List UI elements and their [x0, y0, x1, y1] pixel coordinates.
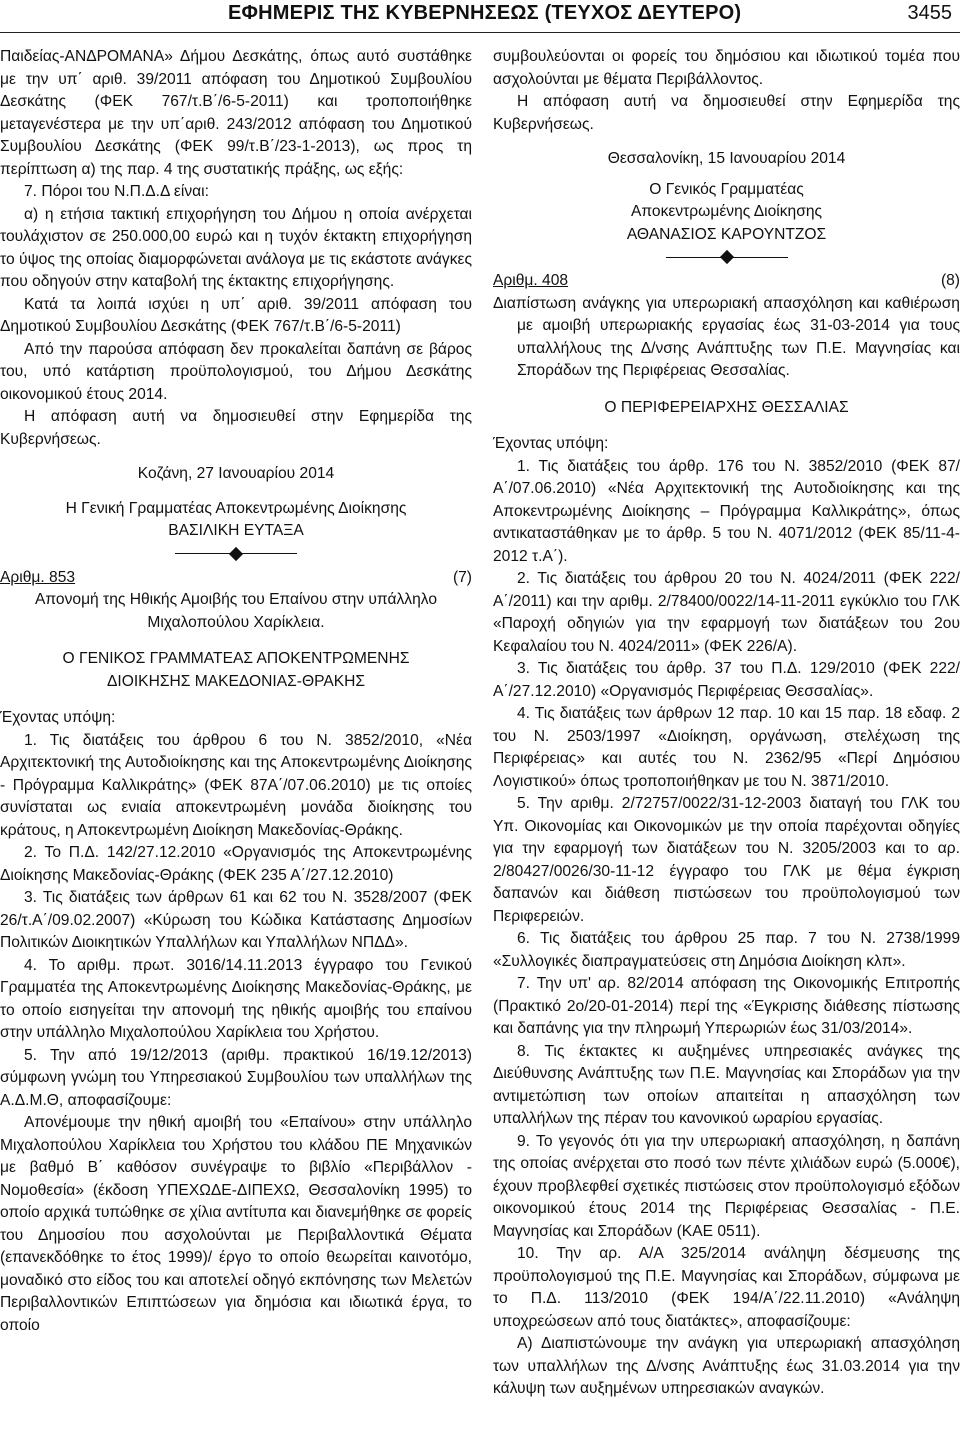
list-item: 2. Το Π.Δ. 142/27.12.2010 «Οργανισμός της Αποκεντρωμένης Διοίκησης Μακεδονίας-Θράκης (ΦΕΚ 235 Α΄/27.12.2010) — [0, 844, 472, 884]
paragraph: Κατά τα λοιπά ισχύει η υπ΄ αριθ. 39/2011 απόφαση του Δημοτικού Συμβουλίου Δεσκάτης (ΦΕΚ 767/τ.Β΄/6-5-2011) — [0, 295, 472, 335]
list-item: 3. Τις διατάξεις των άρθρων 61 και 62 του Ν. 3528/2007 (ΦΕΚ 26/τ.Α΄/09.02.2007) «Κύρωση του Κώδικα Κατάστασης Δημοσίων Πολιτικών Διοικητικών Υπαλλήλων και Υπαλλήλων ΝΠΔΔ». — [0, 889, 472, 951]
diamond-icon — [719, 250, 733, 264]
list-item: 9. Το γεγονός ότι για την υπερωριακή απασχόληση, η δαπάνη της οποίας ανέρχεται στο ποσό των πέντε χιλιάδων ευρώ (5.000€), έχουν προβλεφθεί σχετικές πιστώσεις στον προϋπολογισμό εξόδων οικονομικού έτους 2014 της Περιφέρειας Θεσσαλίας - Π.Ε. Μαγνησίας και Σποράδων (ΚΑΕ 0511). — [493, 1132, 960, 1240]
list-item: 5. Την αριθμ. 2/72757/0022/31-12-2003 διαταγή του ΓΛΚ του Υπ. Οικονομίας και Οικονομικών με την οποία παρέχονται οδηγίες για την εφαρμογή των διατάξεων του Ν. 3205/2003 και το αρ. 2/80427/0026/30-11-12 έγγραφο του ΓΛΚ με θέμα έγκριση δαπανών και διάθεση πιστώσεων του προϋπολογισμού των Περιφερειών. — [493, 795, 960, 925]
list-item: 2. Τις διατάξεις του άρθρου 20 του Ν. 4024/2011 (ΦΕΚ 222/Α΄/2011) και την αριθμ. 2/78400/0022/14-11-2011 εγκύκλιο του ΓΛΚ «Παροχή οδηγιών για την εφαρμογή των διατάξεων του 2ου Κεφαλαίου του Ν. 4024/2011» (ΦΕΚ 226/Α). — [493, 570, 960, 655]
decision-label: Αριθμ. 408 — [493, 272, 569, 289]
gazette-title: ΕΦΗΜΕΡΙΣ ΤΗΣ ΚΥΒΕΡΝΗΣΕΩΣ (ΤΕΥΧΟΣ ΔΕΥΤΕΡΟ) — [228, 2, 742, 24]
list-item: 5. Την από 19/12/2013 (αριθμ. πρακτικού 16/19.12/2013) σύμφωνη γνώμη του Υπηρεσιακού Συμβουλίου των υπαλλήλων της Α.Δ.Μ.Θ, αποφασίζουμε: — [0, 1046, 472, 1109]
place-date: Κοζάνη, 27 Ιανουαρίου 2014 — [137, 465, 335, 482]
list-item: 1. Τις διατάξεις του άρθρ. 176 του Ν. 3852/2010 (ΦΕΚ 87/Α΄/07.06.2010) «Νέα Αρχιτεκτονική της Αυτοδιοίκησης και της Αποκεντρωμένης Διοίκησης – Πρόγραμμα Καλλικράτης», όπως αντικαταστάθηκαν με το άρθρ. 5 του Ν. 4071/2012 (ΦΕΚ 85/11-4-2012 τ.Α΄). — [493, 457, 960, 565]
paragraph: Απονέμουμε την ηθική αμοιβή του «Επαίνου» στην υπάλληλο Μιχαλοπούλου Χαρίκλεια του Χρήστου του κλάδου ΠΕ Μηχανικών με βαθμό Β΄ καθόσον συνέγραψε το βιβλίο «Περιβάλλον - Νομοθεσία» (έκδοση ΥΠΕΧΩΔΕ-ΔΙΠΕΧΩ, Θεσσαλονίκη 1995) το οποίο αρχικά τυπώθηκε σε χίλια αντίτυπα και διανεμήθηκε σε φορείς του Δημοσίου που ασχολούνται με Περιβαλλοντικά Θέματα (επανεκδόθηκε το έτος 1999)/ έργο το οποίο θεωρείται καινοτόμο, μοναδικό στο είδος του και αποτελεί οδηγό εκπόνησης των Μελετών Περιβαλλοντικών Επιπτώσεων για δημόσια και ιδιωτικά έργα, το οποίο — [0, 1114, 472, 1334]
signer-name: ΒΑΣΙΛΙΚΗ ΕΥΤΑΞΑ — [168, 522, 304, 539]
list-item: 7. Την υπ' αρ. 82/2014 απόφαση της Οικονομικής Επιτροπής (Πρακτικό 2ο/20-01-2014) περί της «Έγκρισης διάθεσης πίστωσης και δαπάνης για την πληρωμή Υπερωριών έως 31/03/2014». — [493, 975, 960, 1037]
right-column — [493, 46, 960, 1401]
paragraph: Η απόφαση αυτή να δημοσιευθεί στην Εφημερίδα της Κυβερνήσεως. — [493, 93, 960, 133]
decision-number: (7) — [452, 568, 472, 586]
list-item: 8. Τις έκτακτες κι αυξημένες υπηρεσιακές ανάγκες της Διεύθυνσης Ανάπτυξης των Π.Ε. Μαγνησίας και Σποράδων για την αντιμετώπιση των οποίων απαιτείται η απασχόληση των υπαλλήλων της πέραν του κανονικού ωραρίου εργασίας. — [493, 1042, 960, 1127]
page-number: 3455 — [907, 2, 952, 24]
header-rule — [0, 32, 960, 33]
section-separator — [493, 248, 960, 266]
signer-title: Ο Γενικός Γραμματέας — [649, 180, 804, 198]
decision-heading — [0, 567, 472, 590]
paragraph: Από την παρούσα απόφαση δεν προκαλείται δαπάνη σε βάρος του, υπό κατάρτιση προϋπολογισμού, του Δήμου Δεσκάτης οικονομικού έτους 2014. — [0, 340, 472, 403]
decision-heading — [493, 270, 960, 293]
paragraph: Α) Διαπιστώνουμε την ανάγκη για υπερωριακή απασχόληση των υπαλλήλων της Δ/νσης Ανάπτυξης έως 31.03.2014 για την κάλυψη των αυξημένων υπηρεσιακών αναγκών. — [493, 1335, 960, 1397]
decision-number: (8) — [940, 272, 960, 289]
decision-label: Αριθμ. 853 — [0, 568, 76, 586]
paragraph: συμβουλεύονται οι φορείς του δημόσιου και ιδιωτικού τομέα που ασχολούνται με θέματα Περιβάλλοντος. — [493, 48, 960, 88]
place-date: Θεσσαλονίκη, 15 Ιανουαρίου 2014 — [607, 150, 846, 167]
paragraph: Παιδείας-ΑΝΔΡΟΜΑΝΑ» Δήμου Δεσκάτης, όπως αυτό συστάθηκε με την υπ΄ αριθ. 39/2011 απόφαση του Δημοτικού Συμβουλίου Δεσκάτης (ΦΕΚ 767/τ.Β΄/6-5-2011) και τροποποιήθηκε μεταγενέστερα με την υπ΄αριθ. 243/2012 απόφαση του Δημοτικού Συμβουλίου Δεσκάτης (ΦΕΚ 99/τ.Β΄/23-1-2013), ως προς τη περίπτωση α) της παρ. 4 της συστατικής πράξης, ως εξής: — [0, 48, 472, 178]
list-item: 6. Τις διατάξεις του άρθρου 25 παρ. 7 του Ν. 2738/1999 «Συλλογικές διαπραγματεύσεις στη Δημόσια Διοίκηση κλπ». — [493, 930, 960, 970]
list-item: 3. Τις διατάξεις του άρθρ. 37 του Π.Δ. 129/2010 (ΦΕΚ 222/Α΄/27.12.2010) «Οργανισμός Περιφέρειας Θεσσαλίας». — [493, 660, 960, 700]
authority-line: ΔΙΟΙΚΗΣΗΣ ΜΑΚΕΔΟΝΙΑΣ-ΘΡΑΚΗΣ — [106, 672, 366, 690]
signer-title: Η Γενική Γραμματέας Αποκεντρωμένης Διοίκησης — [65, 499, 407, 517]
list-item: 1. Τις διατάξεις του άρθρου 6 του Ν. 3852/2010, «Νέα Αρχιτεκτονική της Αυτοδιοίκησης και της Αποκεντρωμένης Διοίκησης - Πρόγραμμα Καλλικράτης» (ΦΕΚ 87Α΄/07.06.2010) με τις οποίες συνίσταται ως ενιαία αποκεντρωμένη μονάδα διοίκησης του κράτους, η Αποκεντρωμένη Διοίκηση Μακεδονίας-Θράκης. — [0, 731, 472, 839]
list-item: 4. Τις διατάξεις των άρθρων 12 παρ. 10 και 15 παρ. 18 εδαφ. 2 του Ν. 2503/1997 «Διοίκηση, οργάνωση, στελέχωση της Περιφέρειας» και αυτές του Ν. 2362/95 «Περί Δημόσιου Λογιστικού» όπως τροποποιήθηκαν με του Ν. 3871/2010. — [493, 705, 960, 790]
paragraph: α) η ετήσια τακτική επιχορήγηση του Δήμου η οποία ανέρχεται τουλάχιστον σε 250.000,00 ευρώ και η τυχόν έκτακτη επιχορήγηση το ύψος της οποίας διαμορφώνεται ανάλογα με τις εκάστοτε ανάγκες που οδηγούν στην καταβολή της έκτακτης επιχορήγησης. — [0, 205, 472, 290]
paragraph: Η απόφαση αυτή να δημοσιευθεί στην Εφημερίδα της Κυβερνήσεως. — [0, 408, 472, 448]
section-separator — [0, 545, 472, 563]
authority-line: Ο ΓΕΝΙΚΟΣ ΓΡΑΜΜΑΤΕΑΣ ΑΠΟΚΕΝΤΡΩΜΕΝΗΣ — [62, 650, 410, 667]
left-column — [0, 46, 472, 1337]
signer-name: ΑΘΑΝΑΣΙΟΣ ΚΑΡΟΥΝΤΖΟΣ — [626, 225, 827, 243]
decision-subject: Διαπίστωση ανάγκης για υπερωριακή απασχόληση και καθιέρωση με αμοιβή υπερωριακής εργασίας έως 31-03-2014 για τους υπαλλήλους της Δ/νσης Ανάπτυξης των Π.Ε. Μαγνησίας και Σποράδων της Περιφέρειας Θεσσαλίας. — [493, 294, 960, 379]
having-heading: Έχοντας υπόψη: — [493, 435, 609, 452]
list-item: 10. Την αρ. Α/Α 325/2014 ανάληψη δέσμευσης της προϋπολογισμού της Π.Ε. Μαγνησίας και Σποράδων, σύμφωνα με το Π.Δ. 113/2010 (ΦΕΚ 194/Α΄/22.11.2010) «Ανάληψη υποχρεώσεων από τους διατάκτες», αποφασίζουμε: — [493, 1245, 960, 1330]
having-heading: Έχοντας υπόψη: — [0, 709, 116, 726]
page-header — [0, 0, 960, 34]
list-item: 4. Το αριθμ. πρωτ. 3016/14.11.2013 έγγραφο του Γενικού Γραμματέα της Αποκεντρωμένης Διοίκησης Μακεδονίας-Θράκης, με το οποίο εισηγείται την απονομή της ηθικής αμοιβής του επαίνου στην υπάλληλο Μιχαλοπούλου Χαρίκλεια του Χρήστου. — [0, 956, 472, 1041]
signer-title: Αποκεντρωμένης Διοίκησης — [630, 203, 823, 220]
paragraph: 7. Πόροι του Ν.Π.Δ.Δ είναι: — [24, 183, 209, 200]
authority-line: Ο ΠΕΡΙΦΕΡΕΙΑΡΧΗΣ ΘΕΣΣΑΛΙΑΣ — [604, 398, 849, 416]
decision-subject: Απονομή της Ηθικής Αμοιβής του Επαίνου στην υπάλληλο Μιχαλοπούλου Χαρίκλεια. — [34, 591, 437, 631]
diamond-icon — [229, 546, 243, 560]
